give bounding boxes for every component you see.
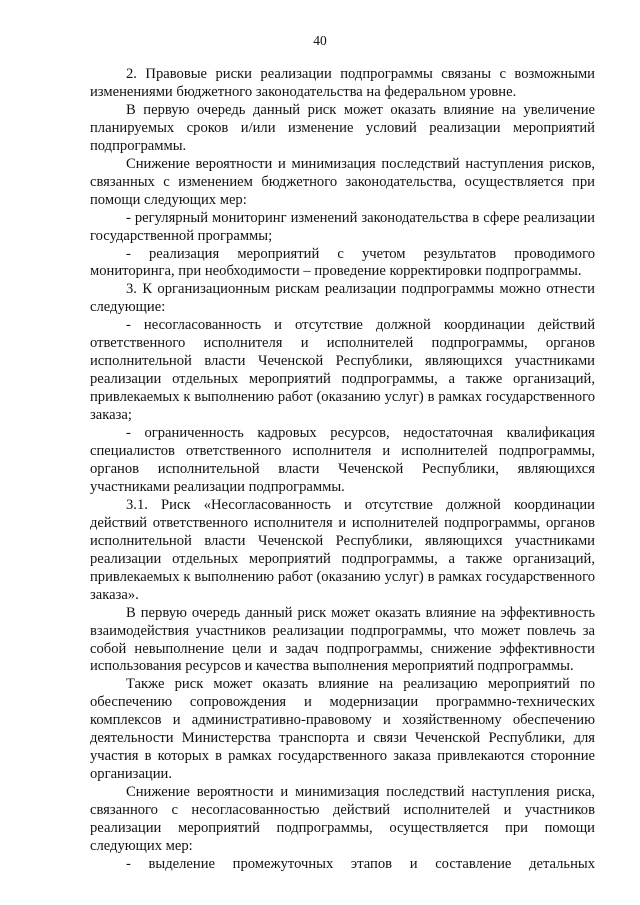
page-number: 40	[313, 33, 327, 48]
document-body	[90, 66, 595, 874]
paragraph-legal-risk-mitigation: Снижение вероятности и минимизация последствий наступления рисков, связанных с изменением бюджетного законодательства, осуществляется при помощи следующих мер:	[90, 155, 595, 208]
paragraph-risk-3-1-additional-impact: Также риск может оказать влияние на реализацию мероприятий по обеспечению сопровождения и модернизации программно-технических комплексов и административно-правовому и хозяйственному обеспечению деятельности Министерства транспорта и связи Чеченской Республики, для участия в которых в рамках государственного заказа привлекаются сторонние организации.	[90, 676, 595, 783]
list-item-coordination-risk: - несогласованность и отсутствие должной координации действий ответственного исполнителя и исполнителей подпрограммы, органов исполнительной власти Чеченской Республики, являющихся участниками реализации отдельных мероприятий подпрограммы, а также организаций, привлекаемых к выполнению работ (оказанию услуг) в рамках государственного заказа;	[90, 317, 595, 424]
paragraph-risk-3-1-impact: В первую очередь данный риск может оказать влияние на эффективность взаимодействия участников реализации подпрограммы, что может повлечь за собой невыполнение цели и задач подпрограммы, снижение эффективности использования ресурсов и качества выполнения мероприятий подпрограммы.	[90, 604, 595, 675]
list-item-implementation: - реализация мероприятий с учетом результатов проводимого мониторинга, при необходимости – проведение корректировки подпрограммы.	[90, 245, 595, 280]
list-item-milestones: - выделение промежуточных этапов и составление детальных	[126, 855, 595, 872]
paragraph-legal-risk-impact: В первую очередь данный риск может оказать влияние на увеличение планируемых сроков и/или изменение условий реализации мероприятий подпрограммы.	[90, 101, 595, 154]
list-item-staffing-risk: - ограниченность кадровых ресурсов, недостаточная квалификация специалистов ответственного исполнителя и исполнителей подпрограммы, органов исполнительной власти Чеченской Республики, являющихся участниками реализации подпрограммы.	[90, 425, 595, 495]
paragraph-organizational-risks: 3. К организационным рискам реализации подпрограммы можно отнести следующие:	[90, 281, 595, 316]
paragraph-risk-3-1-mitigation: Снижение вероятности и минимизация последствий наступления риска, связанного с несогласованностью действий исполнителей и участников реализации мероприятий подпрограммы, осуществляется при помощи следующих мер:	[90, 784, 595, 854]
paragraph-legal-risks: 2. Правовые риски реализации подпрограммы связаны с возможными изменениями бюджетного законодательства на федеральном уровне.	[90, 66, 595, 100]
paragraph-risk-3-1: 3.1. Риск «Несогласованность и отсутствие должной координации действий ответственного исполнителя и исполнителей подпрограммы, органов исполнительной власти Чеченской Республики, являющихся участниками реализации отдельных мероприятий подпрограммы, а также организаций, привлекаемых к выполнению работ (оказанию услуг) в рамках государственного заказа».	[90, 496, 595, 603]
list-item-monitoring: - регулярный мониторинг изменений законодательства в сфере реализации государственной программы;	[90, 209, 595, 244]
